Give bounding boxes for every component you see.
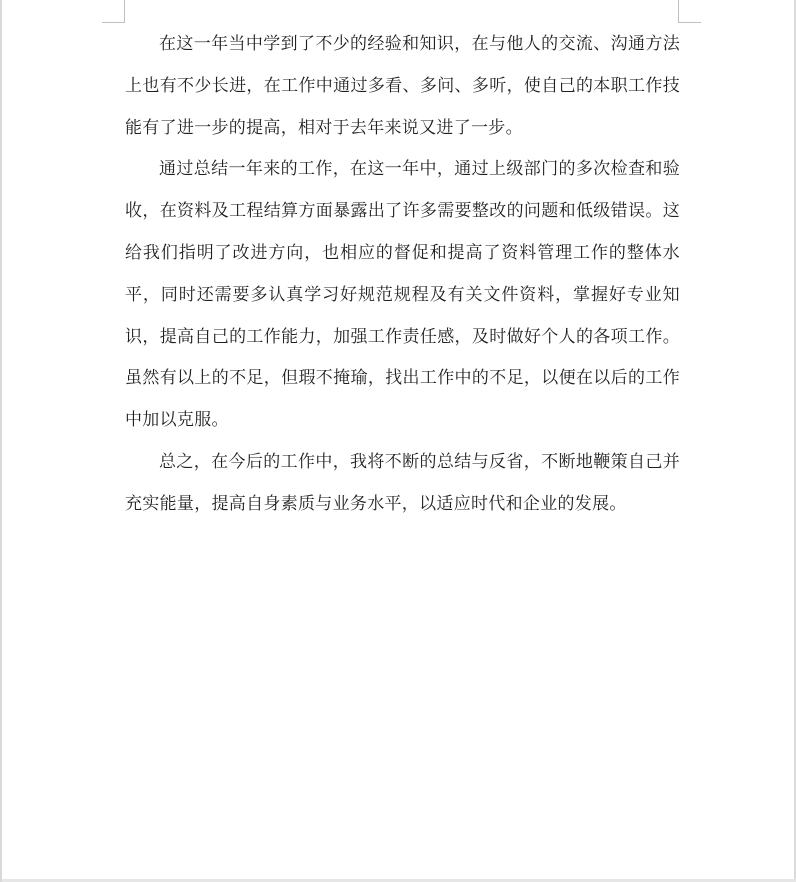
crop-mark-top-left <box>102 0 125 23</box>
paragraph-1[interactable]: 在这一年当中学到了不少的经验和知识，在与他人的交流、沟通方法上也有不少长进，在工作中通过多看、多问、多听，使自己的本职工作技能有了进一步的提高，相对于去年来说又进了一步。 <box>125 34 680 138</box>
crop-mark-top-right <box>678 0 701 23</box>
document-body[interactable] <box>125 24 680 526</box>
paragraph-2[interactable]: 通过总结一年来的工作，在这一年中，通过上级部门的多次检查和验收，在资料及工程结算方面暴露出了许多需要整改的问题和低级错误。这给我们指明了改进方向，也相应的督促和提高了资料管理工作的整体水平，同时还需要多认真学习好规范规程及有关文件资料，掌握好专业知识，提高自己的工作能力，加强工作责任感，及时做好个人的各项工作。虽然有以上的不足，但瑕不掩瑜，找出工作中的不足，以便在以后的工作中加以克服。 <box>125 159 680 431</box>
paragraph-3[interactable]: 总之，在今后的工作中，我将不断的总结与反省，不断地鞭策自己并充实能量，提高自身素质与业务水平，以适应时代和企业的发展。 <box>125 451 680 514</box>
